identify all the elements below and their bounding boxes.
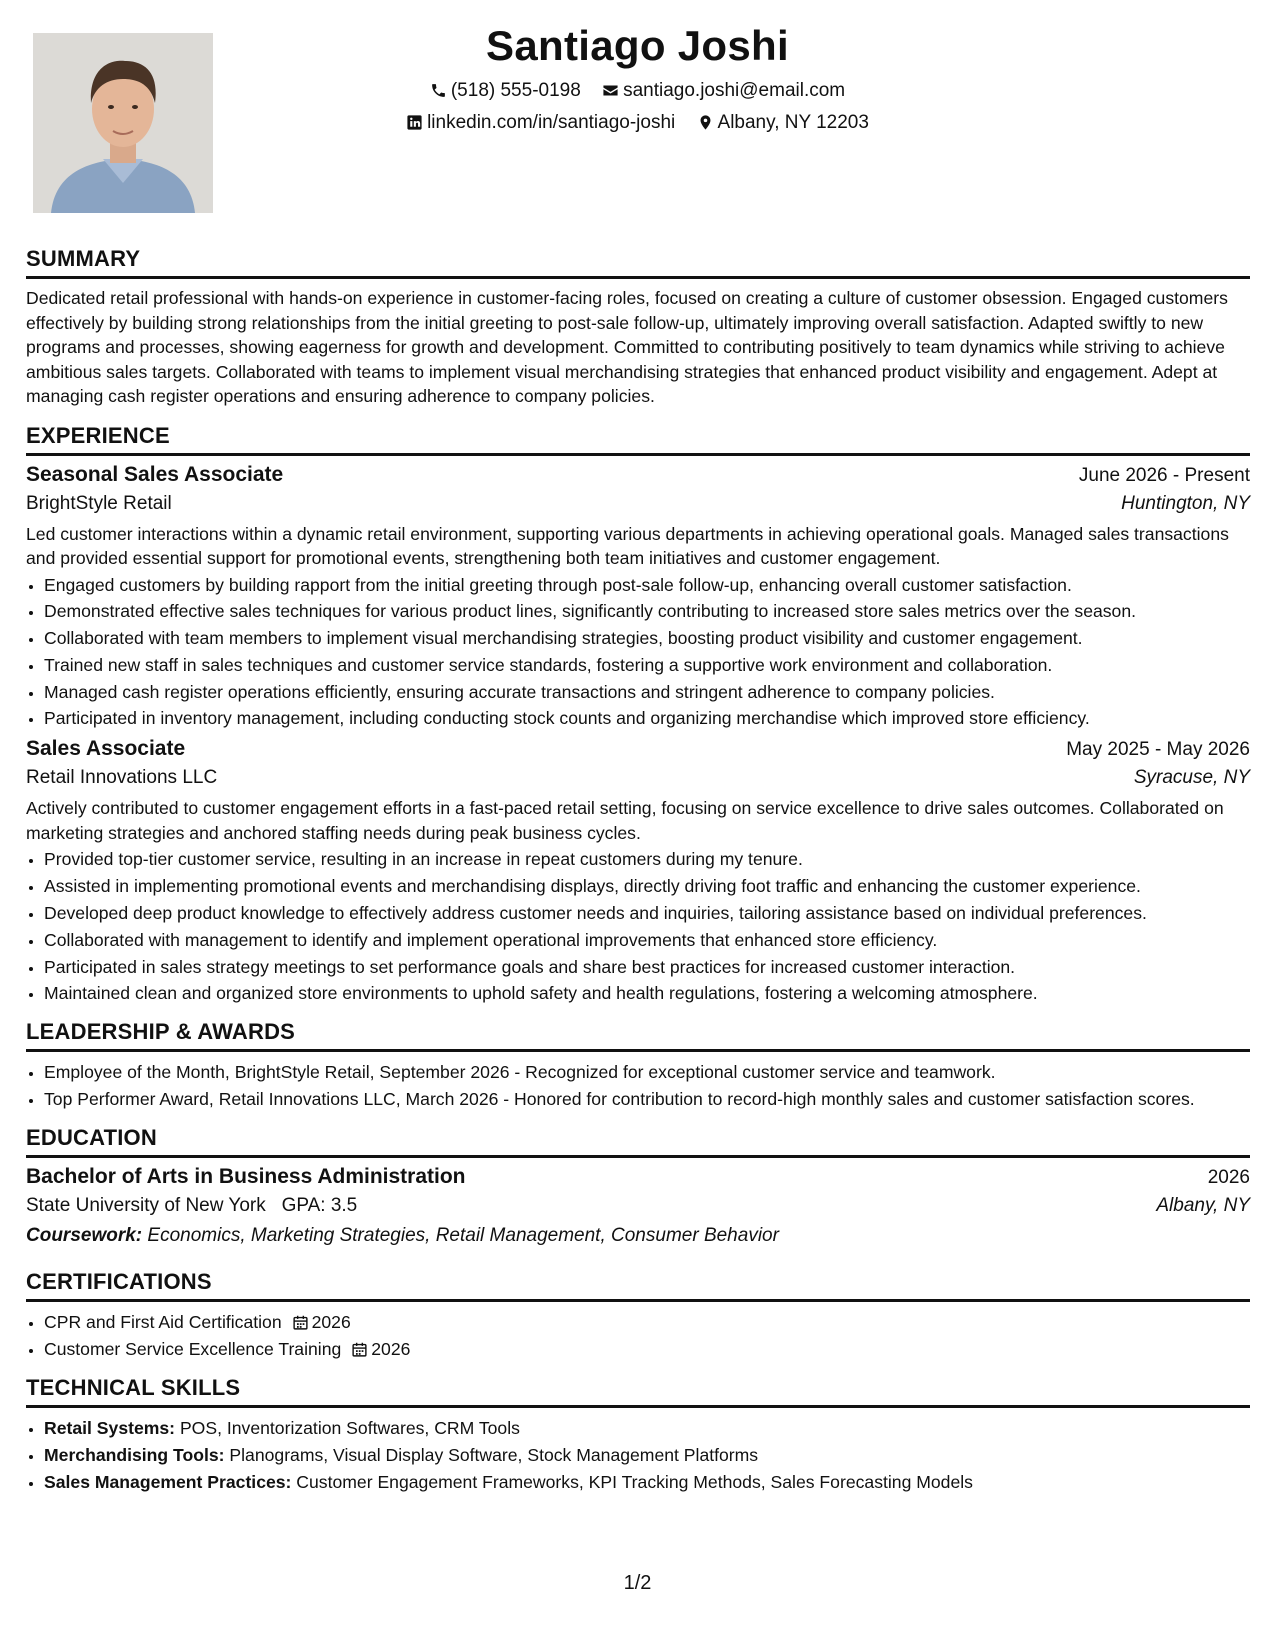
school-line — [26, 1195, 1250, 1217]
job-dates: May 2025 - May 2026 — [1066, 739, 1250, 761]
contact-line-2 — [0, 112, 1275, 134]
certification-name: CPR and First Aid Certification — [44, 1312, 282, 1333]
degree-header — [26, 1165, 1250, 1189]
skill-label: Sales Management Practices: — [44, 1471, 292, 1492]
school-name: State University of New York — [26, 1195, 266, 1217]
calendar-icon — [351, 1341, 368, 1358]
skills-heading: TECHNICAL SKILLS — [26, 1375, 1250, 1408]
job-description: Led customer interactions within a dynamic retail environment, supporting various departments in achieving operational goals. Managed sales transactions and provided essential support for promotional events, strengthening both team initiatives and customer engagement. — [26, 523, 1229, 568]
list-item: • Provided top-tier customer service, resulting in an increase in repeat customers during my tenure. — [44, 847, 1250, 871]
email-text: santiago.joshi@email.com — [623, 80, 846, 101]
degree-title: Bachelor of Arts in Business Administration — [26, 1165, 466, 1189]
list-item: • Trained new staff in sales techniques and customer service standards, fostering a supportive work environment and collaboration. — [44, 653, 1250, 677]
education-section — [26, 1125, 1250, 1247]
list-item: • Employee of the Month, BrightStyle Retail, September 2026 - Recognized for exceptional customer service and teamwork. — [44, 1060, 1250, 1084]
experience-section — [26, 423, 1250, 1006]
contact-line-1 — [0, 80, 1275, 102]
gpa: GPA: 3.5 — [281, 1195, 358, 1217]
list-item: • Engaged customers by building rapport from the initial greeting through post-sale follow-up, enhancing overall customer satisfaction. — [44, 573, 1250, 597]
job-title: Seasonal Sales Associate — [26, 462, 284, 486]
job-company: BrightStyle Retail — [26, 492, 172, 514]
degree-year: 2026 — [1207, 1167, 1250, 1189]
phone-text: (518) 555-0198 — [450, 80, 581, 101]
job-header — [26, 737, 1250, 761]
certifications-section — [26, 1269, 1250, 1361]
list-item: • Managed cash register operations efficiently, ensuring accurate transactions and stringent adherence to company policies. — [44, 680, 1250, 704]
phone-contact[interactable] — [430, 80, 581, 102]
coursework-list: Economics, Marketing Strategies, Retail Management, Consumer Behavior — [147, 1225, 779, 1247]
list-item: • Developed deep product knowledge to effectively address customer needs and inquiries, tailoring assistance based on individual preferences. — [44, 901, 1250, 925]
email-contact[interactable] — [602, 80, 845, 102]
linkedin-contact[interactable] — [406, 112, 675, 134]
summary-text: Dedicated retail professional with hands-on experience in customer-facing roles, focused on creating a culture of customer obsession. Engaged customers effectively by building strong relationships from the initial greeting to post-sale follow-up, ultimately improving overall satisfaction. Adapted swiftly to new programs and processes, showing eagerness for growth and development. Committed to contributing positively to team dynamics while striving to achieve ambitious sales targets. Collaborated with teams to implement visual merchandising strategies that enhanced product visibility and engagement. Adept at managing cash register operations and ensuring adherence to company policies. — [26, 288, 1228, 406]
location-contact — [697, 112, 869, 134]
linkedin-text: linkedin.com/in/santiago-joshi — [427, 112, 676, 133]
job-company: Retail Innovations LLC — [26, 767, 218, 789]
job-bullets — [26, 847, 1250, 1005]
job-header — [26, 463, 1250, 487]
linkedin-icon — [406, 114, 423, 131]
page-number: 1/2 — [623, 1572, 652, 1594]
skill-label: Merchandising Tools: — [44, 1444, 225, 1465]
list-item: • Maintained clean and organized store environments to uphold safety and health regulations, fostering a welcoming atmosphere. — [44, 981, 1250, 1005]
job-title: Sales Associate — [26, 737, 186, 761]
job-entry — [26, 737, 1250, 1005]
job-location: Huntington, NY — [1121, 492, 1250, 514]
job-description: Actively contributed to customer engagement efforts in a fast-paced retail setting, focusing on service excellence to drive sales outcomes. Collaborated on marketing strategies and anchored staffing needs during peak business cycles. — [26, 798, 1224, 843]
list-item — [44, 1310, 1250, 1334]
list-item: • Assisted in implementing promotional events and merchandising displays, directly driving foot traffic and enhancing the customer experience. — [44, 874, 1250, 898]
location-text: Albany, NY 12203 — [717, 112, 869, 133]
skill-value: POS, Inventorization Softwares, CRM Tools — [179, 1418, 520, 1439]
job-entry — [26, 463, 1250, 731]
list-item: • Participated in inventory management, including conducting stock counts and organizing merchandise which improved store efficiency. — [44, 706, 1250, 730]
awards-heading: LEADERSHIP & AWARDS — [26, 1019, 1250, 1052]
awards-section — [26, 1019, 1250, 1111]
list-item: • Collaborated with team members to implement visual merchandising strategies, boosting product visibility and customer engagement. — [44, 626, 1250, 650]
certifications-heading: CERTIFICATIONS — [26, 1269, 1250, 1302]
list-item — [44, 1470, 1250, 1494]
candidate-name: Santiago Joshi — [486, 22, 789, 69]
experience-heading: EXPERIENCE — [26, 423, 1250, 456]
list-item: • Participated in sales strategy meetings to set performance goals and share best practices for increased customer interaction. — [44, 955, 1250, 979]
coursework-label: Coursework: — [26, 1225, 143, 1247]
job-location: Syracuse, NY — [1133, 767, 1250, 789]
skills-section — [26, 1375, 1250, 1494]
summary-heading: SUMMARY — [26, 246, 1250, 279]
skill-value: Customer Engagement Frameworks, KPI Tracking Methods, Sales Forecasting Models — [296, 1471, 973, 1492]
certification-year: 2026 — [311, 1312, 351, 1333]
phone-icon — [430, 82, 447, 99]
school-info — [26, 1195, 357, 1217]
list-item: • Top Performer Award, Retail Innovations LLC, March 2026 - Honored for contribution to record-high monthly sales and customer satisfaction scores. — [44, 1087, 1250, 1111]
job-subheader — [26, 767, 1250, 789]
certification-year: 2026 — [371, 1339, 411, 1360]
list-item: • Demonstrated effective sales techniques for various product lines, significantly contributing to increased store sales metrics over the season. — [44, 599, 1250, 623]
list-item — [44, 1443, 1250, 1467]
skill-value: Planograms, Visual Display Software, Stock Management Platforms — [229, 1444, 759, 1465]
coursework — [26, 1225, 1250, 1247]
calendar-icon — [292, 1314, 309, 1331]
job-bullets — [26, 573, 1250, 731]
map-pin-icon — [697, 114, 714, 131]
skills-list — [26, 1416, 1250, 1494]
job-subheader — [26, 493, 1250, 515]
certifications-list — [26, 1310, 1250, 1361]
envelope-icon — [602, 82, 619, 99]
list-item — [44, 1416, 1250, 1440]
list-item: • Collaborated with management to identify and implement operational improvements that enhanced store efficiency. — [44, 928, 1250, 952]
skill-label: Retail Systems: — [44, 1418, 176, 1439]
summary-section — [26, 246, 1250, 409]
school-location: Albany, NY — [1156, 1195, 1250, 1217]
education-heading: EDUCATION — [26, 1125, 1250, 1158]
resume-body — [26, 246, 1250, 1508]
job-dates: June 2026 - Present — [1078, 464, 1250, 486]
list-item — [44, 1337, 1250, 1361]
certification-name: Customer Service Excellence Training — [44, 1339, 342, 1360]
awards-list — [26, 1060, 1250, 1111]
